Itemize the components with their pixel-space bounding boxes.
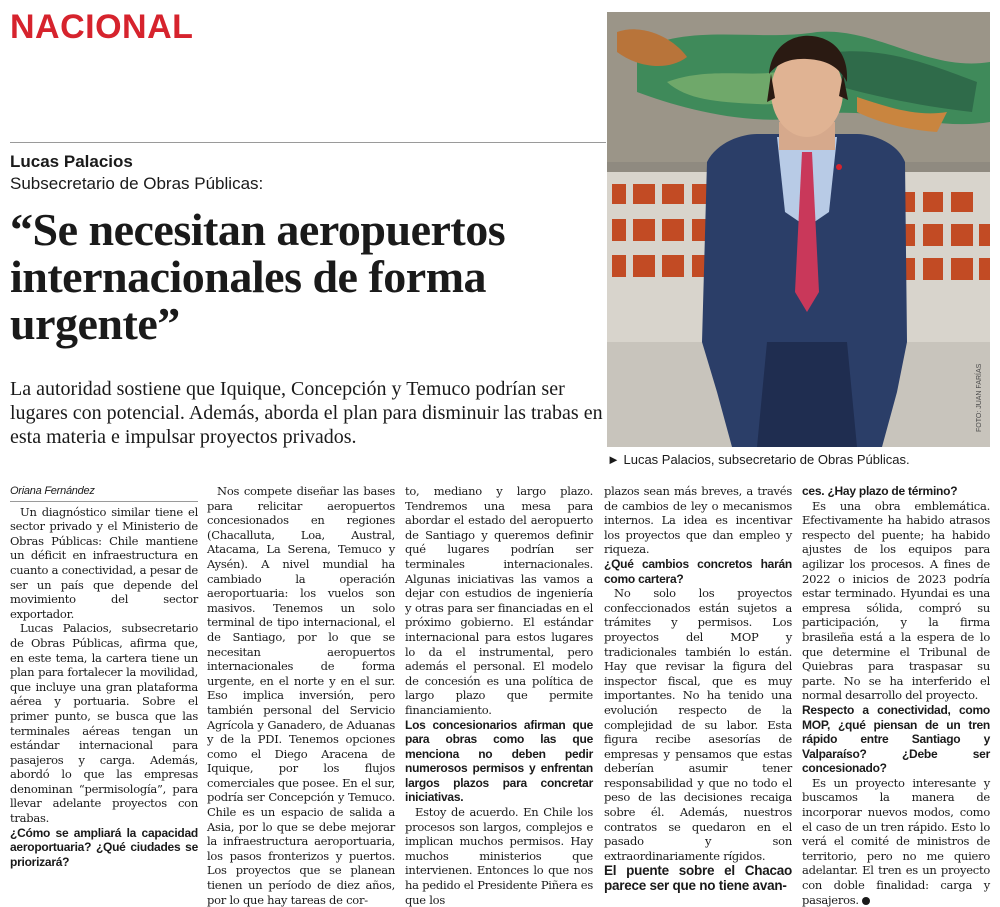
paragraph: Nos compete diseñar las bases para relicitar aeropuertos concesionados en regiones (Chacalluta, Loa, Austral, Atacama, La Serena, Temuco y Aysén). A nivel mundial ha cambiado la operación aeroportuaria: los vuelos son masivos. Tenemos un solo terminal de tipo internacional, el de Santiago, por lo que se necesitan aeropuertos internacionales de forma urgente, en el norte y en el sur. Eso implica inversión, pero también personal del Servicio Agrícola y Ganadero, de Aduanas y de la PDI. Tenemos opciones como el Diego Aracena de Iquique, por los flujos comerciales que posee. En el sur, podría ser Concepción y Temuco. Chile es un espacio de salida a Asia, por lo que se debe mejorar la infraestructura aeroportuaria, los pasos fronterizos y puertos. Los proyectos que se planean tienen un período de diez años, por lo que hay tareas de cor- (207, 484, 395, 907)
end-of-article-mark (862, 897, 870, 905)
portrait-illustration (607, 12, 990, 447)
interview-question: El puente sobre el Chacao parece ser que no tiene avan- (604, 863, 792, 894)
byline: Oriana Fernández (10, 484, 198, 502)
paragraph: No solo los proyectos confeccionados están sujetos a trámites y permisos. Los proyectos del MOP y tradicionales también lo están. Hay que revisar la figura del inspector fiscal, que es muy importantes. No ha tenido una evolución respecto de la complejidad de su labor. Esta figura recibe asesorías de empresas y pensamos que estas deberían asumir tener responsabilidad y que no todo el peso de las decisiones recaiga sobre él. Además, nuestros contratos se quedaron en el pasado y son extraordinariamente rígidos. (604, 586, 792, 863)
article-column-4 (604, 484, 792, 893)
photo-credit: FOTO: JUAN FARÍAS (976, 363, 983, 432)
photo-caption: ► Lucas Palacios, subsecretario de Obras Públicas. (607, 452, 910, 467)
portrait-photo (607, 12, 990, 447)
paragraph: to, mediano y largo plazo. Tendremos una mesa para abordar el estado del aeropuerto de Santiago y queremos definir qué lugares podrían ser terminales internacionales. Algunas iniciativas las vamos a dejar con estudios de ingeniería y otras para ser financiadas en el próximo gobierno. El estándar internacional para estos lugares lo da el instrumental, pero además el personal. El modelo de concesión es una política de largo plazo que permite financiamiento. (405, 484, 593, 717)
interview-question: ¿Qué cambios concretos harán como cartera? (604, 556, 792, 586)
paragraph: plazos sean más breves, a través de cambios de ley o mecanismos internos. La idea es incentivar los proyectos que dan empleo y riqueza. (604, 484, 792, 557)
paragraph: Estoy de acuerdo. En Chile los procesos son largos, complejos e implican muchos permisos. Hay muchos ministerios que intervienen. Entonces lo que nos ha pedido el Presidente Piñera es que los (405, 805, 593, 907)
paragraph: Es un proyecto interesante y buscamos la manera de incorporar nuevos modos, como el caso de un tren rápido. Esto lo verá el comité de ministros de territorio, pero no me quiero adelantar. El tren es un proyecto con doble finalidad: carga y pasajeros. (802, 775, 990, 907)
interview-question: Respecto a conectividad, como MOP, ¿qué piensan de un tren rápido entre Santiago y Valparaíso? ¿Debe ser concesionado? (802, 702, 990, 776)
paragraph: Lucas Palacios, subsecretario de Obras Públicas, afirma que, en este tema, la cartera tiene un plan para fortalecer la movilidad, que incluye una gran plataforma aérea y portuaria. Sobre el primer punto, se busca que las terminales aéreas tengan un estándar internacional para pasajeros y carga. Además, abordó lo que las empresas denominan “permisología”, para llevar adelante proyectos con trabas. (10, 621, 198, 826)
interview-question: ¿Cómo se ampliará la capacidad aeroportuaria? ¿Qué ciudades se priorizará? (10, 825, 198, 869)
interview-question: Los concesionarios afirman que para obras como las que menciona no deben pedir numerosos permisos y enfrentan largos plazos para concretar iniciativas. (405, 717, 593, 805)
header-divider (10, 142, 606, 143)
headline: “Se necesitan aeropuertos internacionales de forma urgente” (10, 204, 506, 349)
paragraph: Es una obra emblemática. Efectivamente ha habido atrasos respecto del puente; ha habido ajustes de los equipos para agilizar los procesos. A fines de 2022 o inicios de 2023 podría estar terminado. Hyundai es una empresa sólida, compró su participación, y la firma brasileña está a la espera de lo que determine el Tribunal de Quiebras para traspasar su parte. No se ha interferido el normal desarrollo del proyecto. (802, 498, 990, 703)
section-title: NACIONAL (10, 8, 194, 46)
interviewee-role: Subsecretario de Obras Públicas: (10, 174, 264, 193)
interview-question: ces. ¿Hay plazo de término? (802, 484, 958, 498)
article-column-1 (10, 484, 198, 869)
interviewee-name: Lucas Palacios (10, 152, 133, 171)
paragraph: Un diagnóstico similar tiene el sector privado y el Ministerio de Obras Públicas: Chile mantiene un déficit en infraestructura en cuanto a conectividad, a pesar de ser un país que depende del movimiento del sector exportador. (10, 504, 198, 621)
deck-summary: La autoridad sostiene que Iquique, Concepción y Temuco podrían ser lugares con potencial. Además, aborda el plan para disminuir las trabas en esta materia e impulsar proyectos privados. (10, 378, 603, 448)
